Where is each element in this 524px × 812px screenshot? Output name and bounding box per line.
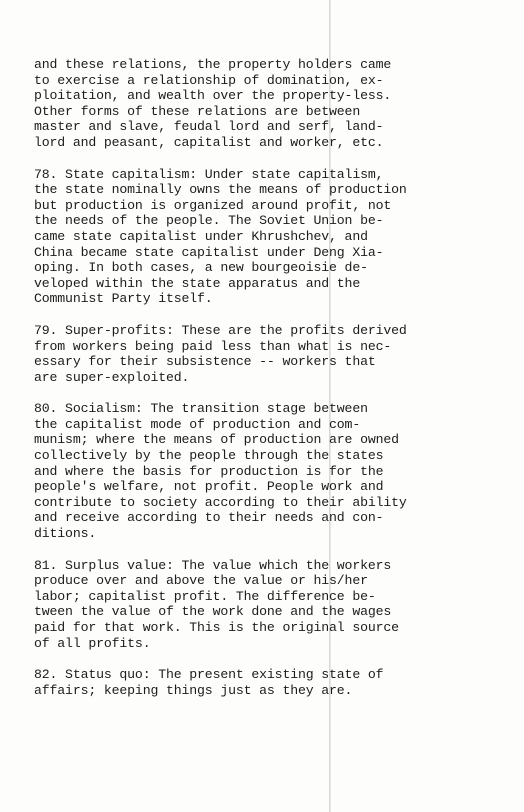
text-line: ploitation, and wealth over the property-less. [34, 88, 392, 104]
body-text [34, 57, 520, 714]
text-line: to exercise a relationship of domination, ex- [34, 72, 384, 88]
text-line: came state capitalist under Khrushchev, and [34, 228, 368, 244]
paragraph-82-status-quo [34, 667, 520, 698]
paragraph-80-socialism [34, 401, 520, 541]
text-line: the capitalist mode of production and com- [34, 416, 361, 432]
paragraph-relations [34, 57, 520, 151]
text-line: China became state capitalist under Deng Xia- [34, 244, 384, 260]
text-line: munism; where the means of production are owned [34, 432, 399, 448]
text-line: 79. Super-profits: These are the profits derived [34, 322, 407, 338]
text-line: 78. State capitalism: Under state capitalism, [34, 166, 384, 182]
text-line: ditions. [34, 526, 97, 542]
text-line: and where the basis for production is for the [34, 463, 384, 479]
text-line: labor; capitalist profit. The difference be- [34, 588, 376, 604]
text-line: essary for their subsistence -- workers that [34, 354, 376, 370]
text-line: and receive according to their needs and con- [34, 510, 384, 526]
text-line: affairs; keeping things just as they are. [34, 682, 353, 698]
text-line: tween the value of the work done and the wages [34, 604, 392, 620]
text-line: 81. Surplus value: The value which the workers [34, 557, 392, 573]
text-line: paid for that work. This is the original source [34, 620, 399, 635]
text-line: produce over and above the value or his/her [34, 573, 368, 589]
text-line: collectively by the people through the states [34, 448, 384, 464]
text-line: Other forms of these relations are between [34, 103, 361, 119]
text-line: people's welfare, not profit. People work and [34, 479, 384, 495]
text-line: the state nominally owns the means of production [34, 182, 407, 198]
text-line: veloped within the state apparatus and the [34, 275, 361, 291]
text-line: 82. Status quo: The present existing state of [34, 667, 384, 683]
text-line: contribute to society according to their ability [34, 494, 407, 510]
text-line: are super-exploited. [34, 369, 190, 385]
text-line: oping. In both cases, a new bourgeoisie de- [34, 260, 368, 276]
paragraph-78-state-capitalism [34, 167, 520, 307]
text-line: 80. Socialism: The transition stage between [34, 401, 368, 417]
paragraph-81-surplus-value [34, 558, 520, 652]
text-line: of all profits. [34, 635, 151, 651]
text-line: lord and peasant, capitalist and worker, etc. [34, 134, 384, 150]
text-line: from workers being paid less than what is nec- [34, 338, 392, 354]
text-line: the needs of the people. The Soviet Union be- [34, 213, 384, 229]
text-line: master and slave, feudal lord and serf, land- [34, 119, 384, 135]
text-line: but production is organized around profit, not [34, 197, 392, 213]
text-line: and these relations, the property holders came [34, 57, 392, 72]
paragraph-79-super-profits [34, 323, 520, 385]
text-line: Communist Party itself. [34, 291, 213, 307]
